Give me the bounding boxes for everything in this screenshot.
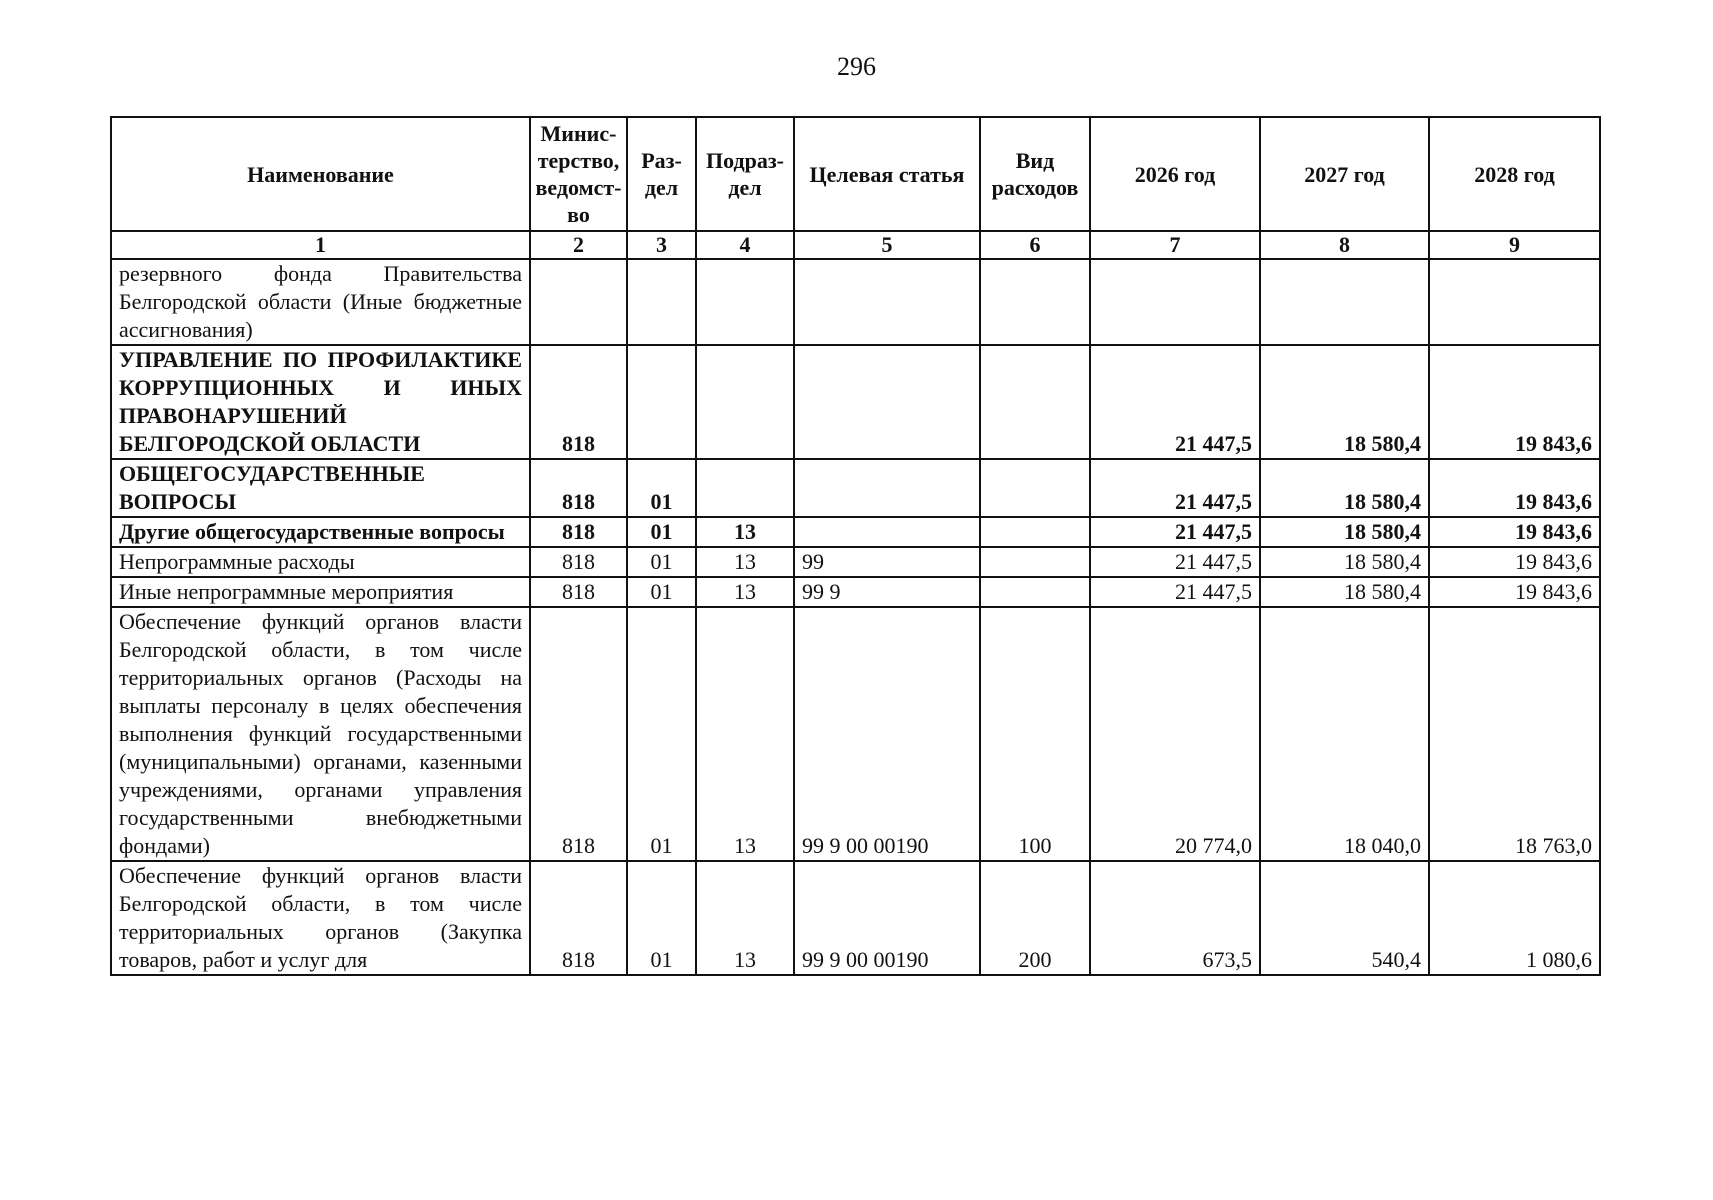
column-number: 8 bbox=[1260, 231, 1429, 259]
table-row bbox=[111, 345, 1600, 459]
column-number: 4 bbox=[696, 231, 794, 259]
header-target-article: Целевая статья bbox=[794, 117, 980, 231]
row-value-2026: 21 447,5 bbox=[1090, 547, 1260, 577]
row-target-article bbox=[794, 259, 980, 345]
table-row bbox=[111, 861, 1600, 975]
row-value-2026: 673,5 bbox=[1090, 861, 1260, 975]
header-expense-type: Вид расходов bbox=[980, 117, 1090, 231]
column-number: 1 bbox=[111, 231, 530, 259]
row-value-2028: 19 843,6 bbox=[1429, 459, 1600, 517]
header-year-2028: 2028 год bbox=[1429, 117, 1600, 231]
row-name: Обеспечение функций органов власти Белгородской области, в том числе территориальных органов (Расходы на выплаты персоналу в целях обеспечения выполнения функций государственными (муниципальными) органами, казенными учреждениями, органами управления государственными внебюджетными фондами) bbox=[111, 607, 530, 861]
row-ministry: 818 bbox=[530, 345, 627, 459]
column-number: 5 bbox=[794, 231, 980, 259]
row-target-article: 99 bbox=[794, 547, 980, 577]
header-name: Наименование bbox=[111, 117, 530, 231]
row-target-article bbox=[794, 459, 980, 517]
row-value-2026: 21 447,5 bbox=[1090, 517, 1260, 547]
row-subsection: 13 bbox=[696, 547, 794, 577]
row-ministry: 818 bbox=[530, 607, 627, 861]
row-ministry: 818 bbox=[530, 861, 627, 975]
row-value-2028: 19 843,6 bbox=[1429, 517, 1600, 547]
row-section: 01 bbox=[627, 577, 696, 607]
table-row bbox=[111, 547, 1600, 577]
row-subsection bbox=[696, 345, 794, 459]
row-value-2026: 21 447,5 bbox=[1090, 345, 1260, 459]
row-expense-type: 200 bbox=[980, 861, 1090, 975]
row-subsection: 13 bbox=[696, 861, 794, 975]
row-value-2028 bbox=[1429, 259, 1600, 345]
row-value-2028: 19 843,6 bbox=[1429, 577, 1600, 607]
table-row bbox=[111, 517, 1600, 547]
row-value-2027: 18 580,4 bbox=[1260, 547, 1429, 577]
row-section: 01 bbox=[627, 607, 696, 861]
table-row bbox=[111, 607, 1600, 861]
header-section: Раз-дел bbox=[627, 117, 696, 231]
row-ministry: 818 bbox=[530, 577, 627, 607]
row-name: ОБЩЕГОСУДАРСТВЕННЫЕ ВОПРОСЫ bbox=[111, 459, 530, 517]
page-number: 296 bbox=[837, 52, 876, 81]
row-ministry bbox=[530, 259, 627, 345]
row-expense-type: 100 bbox=[980, 607, 1090, 861]
table-row bbox=[111, 459, 1600, 517]
header-year-2027: 2027 год bbox=[1260, 117, 1429, 231]
row-name: Непрограммные расходы bbox=[111, 547, 530, 577]
row-expense-type bbox=[980, 345, 1090, 459]
row-section: 01 bbox=[627, 547, 696, 577]
row-section: 01 bbox=[627, 517, 696, 547]
row-target-article: 99 9 00 00190 bbox=[794, 607, 980, 861]
row-expense-type bbox=[980, 259, 1090, 345]
table-row bbox=[111, 577, 1600, 607]
column-number: 6 bbox=[980, 231, 1090, 259]
row-name: Обеспечение функций органов власти Белгородской области, в том числе территориальных органов (Закупка товаров, работ и услуг для bbox=[111, 861, 530, 975]
row-value-2027 bbox=[1260, 259, 1429, 345]
row-value-2027: 18 580,4 bbox=[1260, 345, 1429, 459]
column-number: 3 bbox=[627, 231, 696, 259]
row-value-2028: 18 763,0 bbox=[1429, 607, 1600, 861]
row-value-2026: 21 447,5 bbox=[1090, 459, 1260, 517]
row-value-2026 bbox=[1090, 259, 1260, 345]
row-section bbox=[627, 259, 696, 345]
row-value-2027: 18 040,0 bbox=[1260, 607, 1429, 861]
row-section: 01 bbox=[627, 459, 696, 517]
row-expense-type bbox=[980, 517, 1090, 547]
row-value-2028: 19 843,6 bbox=[1429, 547, 1600, 577]
row-subsection: 13 bbox=[696, 607, 794, 861]
row-subsection bbox=[696, 459, 794, 517]
row-subsection: 13 bbox=[696, 517, 794, 547]
row-subsection: 13 bbox=[696, 577, 794, 607]
row-section bbox=[627, 345, 696, 459]
row-name: УПРАВЛЕНИЕ ПО ПРОФИЛАКТИКЕ КОРРУПЦИОННЫХ И ИНЫХ ПРАВОНАРУШЕНИЙ БЕЛГОРОДСКОЙ ОБЛАСТИ bbox=[111, 345, 530, 459]
column-number: 9 bbox=[1429, 231, 1600, 259]
header-ministry: Минис-терство, ведомст-во bbox=[530, 117, 627, 231]
row-target-article bbox=[794, 345, 980, 459]
header-year-2026: 2026 год bbox=[1090, 117, 1260, 231]
row-value-2026: 21 447,5 bbox=[1090, 577, 1260, 607]
row-expense-type bbox=[980, 459, 1090, 517]
row-ministry: 818 bbox=[530, 547, 627, 577]
row-value-2028: 19 843,6 bbox=[1429, 345, 1600, 459]
row-value-2027: 540,4 bbox=[1260, 861, 1429, 975]
row-name: резервного фонда Правительства Белгородской области (Иные бюджетные ассигнования) bbox=[111, 259, 530, 345]
row-target-article: 99 9 00 00190 bbox=[794, 861, 980, 975]
row-ministry: 818 bbox=[530, 459, 627, 517]
row-target-article: 99 9 bbox=[794, 577, 980, 607]
column-number: 7 bbox=[1090, 231, 1260, 259]
row-expense-type bbox=[980, 577, 1090, 607]
row-name: Иные непрограммные мероприятия bbox=[111, 577, 530, 607]
row-name: Другие общегосударственные вопросы bbox=[111, 517, 530, 547]
row-target-article bbox=[794, 517, 980, 547]
row-value-2027: 18 580,4 bbox=[1260, 517, 1429, 547]
row-ministry: 818 bbox=[530, 517, 627, 547]
budget-table bbox=[110, 116, 1601, 976]
header-subsection: Подраз-дел bbox=[696, 117, 794, 231]
row-subsection bbox=[696, 259, 794, 345]
row-value-2026: 20 774,0 bbox=[1090, 607, 1260, 861]
row-value-2028: 1 080,6 bbox=[1429, 861, 1600, 975]
column-number: 2 bbox=[530, 231, 627, 259]
row-section: 01 bbox=[627, 861, 696, 975]
row-value-2027: 18 580,4 bbox=[1260, 459, 1429, 517]
table-row bbox=[111, 259, 1600, 345]
row-expense-type bbox=[980, 547, 1090, 577]
row-value-2027: 18 580,4 bbox=[1260, 577, 1429, 607]
